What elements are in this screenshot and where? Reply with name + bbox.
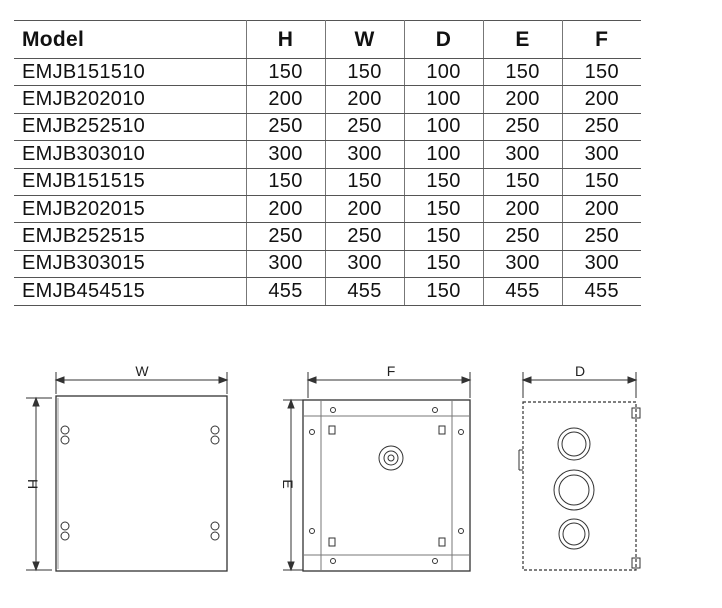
header-w: W [325, 21, 404, 59]
front-height-label: H [25, 478, 41, 490]
cell-d: 100 [404, 59, 483, 86]
header-h: H [246, 21, 325, 59]
cell-d: 150 [404, 168, 483, 195]
cell-model: EMJB303015 [14, 250, 246, 277]
cell-w: 150 [325, 168, 404, 195]
header-f: F [562, 21, 641, 59]
cell-d: 100 [404, 113, 483, 140]
cell-e: 300 [483, 141, 562, 168]
cell-w: 455 [325, 278, 404, 305]
side-depth-label: D [574, 363, 586, 379]
table-row [14, 195, 641, 222]
header-model: Model [14, 21, 246, 59]
cell-w: 300 [325, 141, 404, 168]
cell-e: 455 [483, 278, 562, 305]
cell-w: 300 [325, 250, 404, 277]
table-row [14, 278, 641, 305]
cell-e: 200 [483, 195, 562, 222]
cell-model: EMJB151510 [14, 59, 246, 86]
cell-model: EMJB454515 [14, 278, 246, 305]
table-row [14, 59, 641, 86]
header-e: E [483, 21, 562, 59]
dimension-table [14, 20, 641, 306]
cell-h: 300 [246, 250, 325, 277]
front-view-drawing [22, 360, 242, 590]
cell-w: 250 [325, 223, 404, 250]
cell-h: 200 [246, 86, 325, 113]
cell-w: 200 [325, 86, 404, 113]
cell-model: EMJB202015 [14, 195, 246, 222]
cell-model: EMJB303010 [14, 141, 246, 168]
cell-f: 200 [562, 195, 641, 222]
inner-height-label: E [280, 479, 296, 489]
cell-d: 150 [404, 223, 483, 250]
cell-e: 150 [483, 59, 562, 86]
cell-model: EMJB252515 [14, 223, 246, 250]
cell-model: EMJB252510 [14, 113, 246, 140]
front-width-label: W [135, 363, 149, 379]
cell-w: 250 [325, 113, 404, 140]
cell-h: 150 [246, 59, 325, 86]
cell-f: 300 [562, 141, 641, 168]
table-row [14, 113, 641, 140]
inner-view-svg [275, 360, 480, 590]
cell-e: 200 [483, 86, 562, 113]
cell-e: 250 [483, 113, 562, 140]
table-row [14, 250, 641, 277]
cell-h: 300 [246, 141, 325, 168]
table-row [14, 141, 641, 168]
cell-f: 150 [562, 168, 641, 195]
table-header-row [14, 21, 641, 59]
cell-f: 455 [562, 278, 641, 305]
table-row [14, 223, 641, 250]
table-row [14, 86, 641, 113]
inner-width-label: F [386, 363, 396, 379]
table-row [14, 168, 641, 195]
cell-h: 250 [246, 223, 325, 250]
cell-e: 300 [483, 250, 562, 277]
cell-h: 250 [246, 113, 325, 140]
cell-d: 150 [404, 195, 483, 222]
cell-d: 100 [404, 86, 483, 113]
inner-view-drawing [275, 360, 480, 590]
cell-w: 200 [325, 195, 404, 222]
cell-d: 150 [404, 278, 483, 305]
side-view-svg [510, 360, 660, 590]
front-view-svg [22, 360, 242, 590]
cell-f: 300 [562, 250, 641, 277]
cell-d: 100 [404, 141, 483, 168]
side-view-drawing [510, 360, 660, 590]
cell-model: EMJB202010 [14, 86, 246, 113]
cell-d: 150 [404, 250, 483, 277]
cell-h: 200 [246, 195, 325, 222]
cell-h: 455 [246, 278, 325, 305]
cell-e: 150 [483, 168, 562, 195]
cell-f: 150 [562, 59, 641, 86]
cell-f: 250 [562, 223, 641, 250]
cell-w: 150 [325, 59, 404, 86]
cell-h: 150 [246, 168, 325, 195]
cell-e: 250 [483, 223, 562, 250]
cell-f: 200 [562, 86, 641, 113]
cell-f: 250 [562, 113, 641, 140]
header-d: D [404, 21, 483, 59]
cell-model: EMJB151515 [14, 168, 246, 195]
